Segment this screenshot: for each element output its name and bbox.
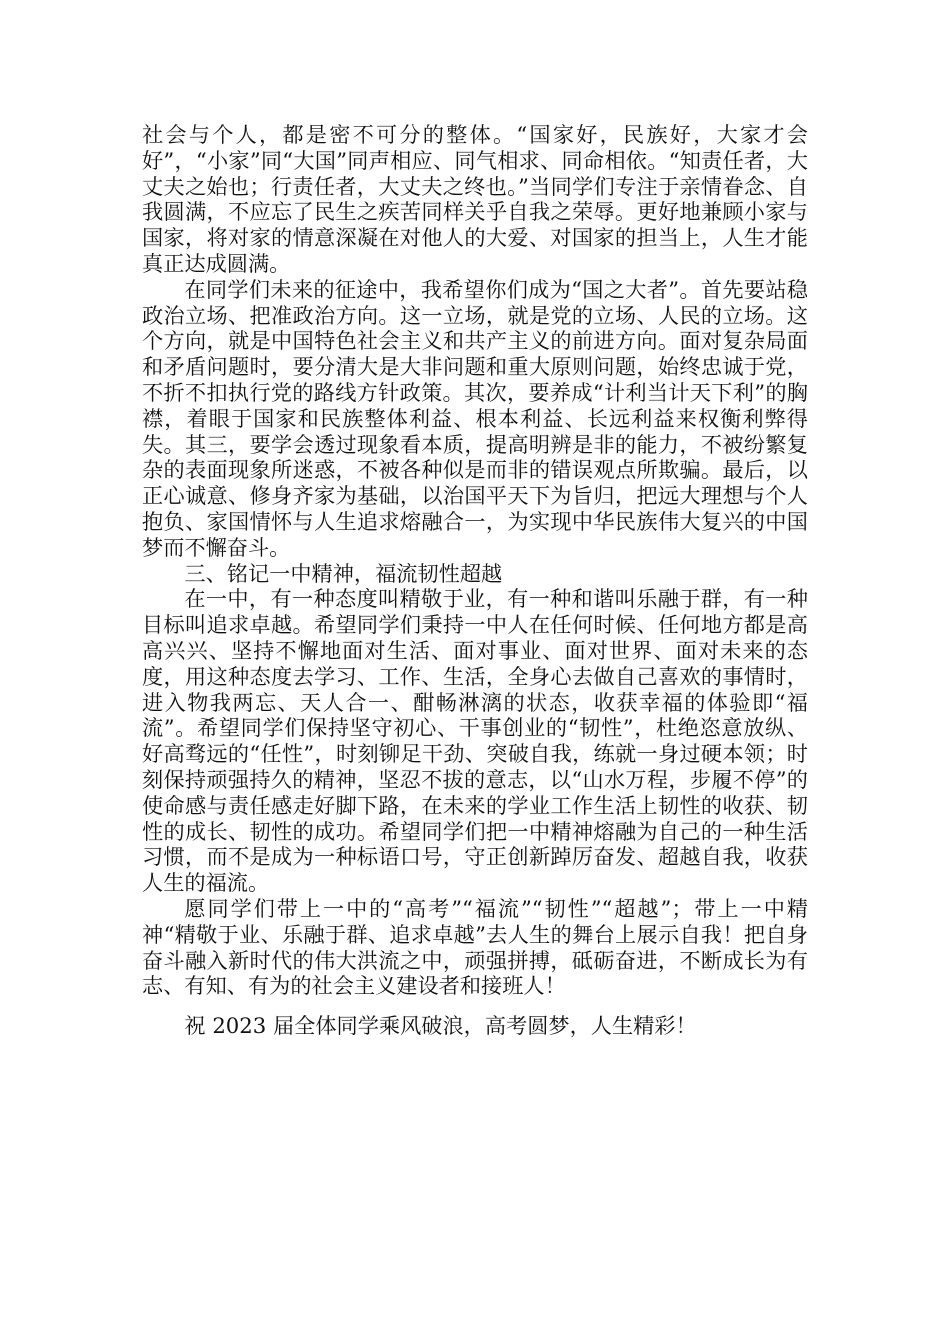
document-body — [142, 122, 808, 1039]
paragraph-closing-blessing: 祝 2023 届全体同学乘风破浪，高考圆梦，人生精彩！ — [184, 1013, 697, 1039]
paragraph-yizhong-spirit: 在一中，有一种态度叫精敬于业，有一种和谐叫乐融于群，有一种目标叫追求卓越。希望同学们秉持一中人在任何时候、任何地方都是高高兴兴、坚持不懈地面对生活、面对事业、面对世界、面对未来的态度，用这种态度去学习、工作、生活，全身心去做自己喜欢的事情时，进入物我两忘、天人合一、酣畅淋漓的状态，收获幸福的体验即“福流”。希望同学们保持坚守初心、干事创业的“韧性”，杜绝恣意放纵、好高骛远的“任性”，时刻铆足干劲、突破自我，练就一身过硬本领；时刻保持顽强持久的精神，坚忍不拔的意志，以“山水万程，步履不停”的使命感与责任感走好脚下路，在未来的学业工作生活上韧性的收获、韧性的成长、韧性的成功。希望同学们把一中精神熔融为自己的一种生活习惯，而不是成为一种标语口号，守正创新踔厉奋发、超越自我，收获人生的福流。 — [142, 586, 808, 896]
paragraph-society-individual: 社会与个人，都是密不可分的整体。“国家好，民族好，大家才会好”，“小家”同“大国”同声相应、同气相求、同命相依。“知责任者，大丈夫之始也；行责任者，大丈夫之终也。”当同学们专注于亲情眷念、自我圆满，不应忘了民生之疾苦同样关乎自我之荣辱。更好地兼顾小家与国家，将对家的情意深凝在对他人的大爱、对国家的担当上，人生才能真正达成圆满。 — [142, 122, 808, 276]
section-heading-three: 三、铭记一中精神，福流韧性超越 — [184, 560, 503, 586]
paragraph-wish: 愿同学们带上一中的“高考”“福流”“韧性”“超越”；带上一中精神“精敬于业、乐融于群、追求卓越”去人生的舞台上展示自我！把自身奋斗融入新时代的伟大洪流之中，顽强拼搏，砥砺奋进，不断成长为有志、有知、有为的社会主义建设者和接班人！ — [142, 895, 808, 999]
paragraph-guo-zhi-da-zhe: 在同学们未来的征途中，我希望你们成为“国之大者”。首先要站稳政治立场、把准政治方向。这一立场，就是党的立场、人民的立场。这个方向，就是中国特色社会主义和共产主义的前进方向。面对复杂局面和矛盾问题时，要分清大是大非问题和重大原则问题，始终忠诚于党，不折不扣执行党的路线方针政策。其次，要养成“计利当计天下利”的胸襟，着眼于国家和民族整体利益、根本利益、长远利益来权衡利弊得失。其三，要学会透过现象看本质，提高明辨是非的能力，不被纷繁复杂的表面现象所迷惑，不被各种似是而非的错误观点所欺骗。最后，以正心诚意、修身齐家为基础，以治国平天下为旨归，把远大理想与个人抱负、家国情怀与人生追求熔融合一，为实现中华民族伟大复兴的中国梦而不懈奋斗。 — [142, 276, 808, 560]
